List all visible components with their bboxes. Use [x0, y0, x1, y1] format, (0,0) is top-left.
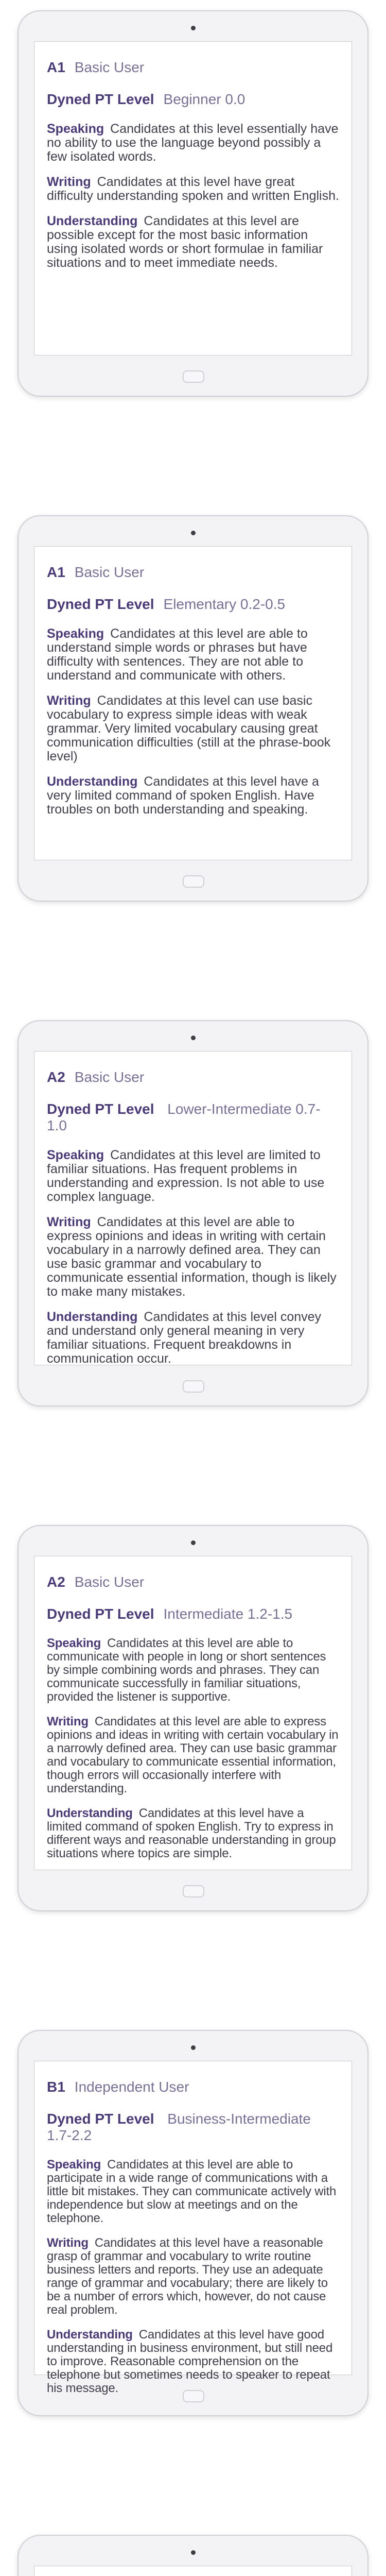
speaking-text: Candidates at this level are able to participate in a wide range of communications with a little bit mistakes. They can communicate actively with independence but slow at meetings and on the telephone. [47, 2158, 337, 2225]
level-code: A2 [47, 1574, 65, 1590]
level-code: A1 [47, 59, 65, 75]
understanding-label: Understanding [47, 1310, 138, 1324]
speaking-paragraph [47, 1148, 339, 1204]
understanding-paragraph [47, 1310, 339, 1366]
card-screen [34, 2566, 352, 2576]
writing-text: Candidates at this level have great difficulty understanding spoken and written English. [47, 175, 339, 203]
level-header [47, 59, 339, 76]
camera-dot-icon [191, 26, 196, 30]
speaking-text: Candidates at this level are limited to familiar situations. Has frequent problems in understanding and expression. Is not able to use complex language. [47, 1148, 325, 1204]
level-code: B1 [47, 2079, 65, 2095]
understanding-text: Candidates at this level have a limited command of spoken English. Try to express in different ways and reasonable understanding in group situations where topics are simple. [47, 1806, 336, 1860]
level-card [17, 2535, 369, 2576]
camera-dot-icon [191, 2550, 196, 2555]
understanding-label: Understanding [47, 2328, 133, 2342]
understanding-text: Candidates at this level convey and understand only general meaning in very familiar situations. Frequent breakdowns in communication occur. [47, 1310, 322, 1366]
pt-level-value: Intermediate 1.2-1.5 [163, 1606, 293, 1622]
level-card [17, 2030, 369, 2416]
level-card [17, 1525, 369, 1911]
understanding-paragraph [47, 1807, 339, 1860]
level-name: Basic User [74, 59, 145, 75]
understanding-paragraph [47, 214, 339, 270]
speaking-paragraph [47, 2158, 339, 2225]
camera-dot-icon [191, 1540, 196, 1545]
pt-level-value: Beginner 0.0 [163, 91, 245, 107]
level-name: Basic User [74, 1069, 145, 1085]
speaking-paragraph [47, 627, 339, 683]
pt-level-row [47, 2111, 339, 2144]
card-screen [34, 1051, 352, 1365]
pt-level-row [47, 1606, 339, 1622]
speaking-label: Speaking [47, 2158, 101, 2172]
writing-paragraph [47, 694, 339, 764]
writing-paragraph [47, 1715, 339, 1795]
level-header [47, 564, 339, 581]
writing-text: Candidates at this level are able to express opinions and ideas in writing with certain vocabulary in a narrowly defined area. They can use basic grammar and vocabulary to communicate essential information, though is likely to make many mistakes. [47, 1215, 337, 1299]
writing-paragraph [47, 1215, 339, 1299]
level-name: Independent User [74, 2079, 189, 2095]
level-card [17, 1020, 369, 1406]
home-button[interactable] [183, 1380, 204, 1393]
level-card [17, 10, 369, 397]
camera-dot-icon [191, 531, 196, 535]
home-button[interactable] [183, 2390, 204, 2402]
pt-level-row [47, 596, 339, 613]
pt-level-label: Dyned PT Level [47, 596, 154, 612]
pt-level-label: Dyned PT Level [47, 2111, 154, 2127]
speaking-paragraph [47, 1637, 339, 1704]
writing-label: Writing [47, 1215, 91, 1229]
home-button[interactable] [183, 370, 204, 383]
speaking-label: Speaking [47, 1148, 104, 1162]
speaking-text: Candidates at this level essentially have no ability to use the language beyond possibly a few isolated words. [47, 122, 339, 164]
speaking-text: Candidates at this level are able to communicate with people in long or short sentences by simple combining words and phrases. They can communicate successfully in familiar situations, provided the listener is supportive. [47, 1636, 326, 1704]
pt-level-label: Dyned PT Level [47, 1101, 154, 1117]
writing-text: Candidates at this level have a reasonable grasp of grammar and vocabulary to write routine business letters and reports. They use an adequate range of grammar and vocabulary; there are likely to be a number of errors which, however, do not cause real problem. [47, 2236, 328, 2317]
understanding-label: Understanding [47, 774, 138, 789]
card-screen [34, 41, 352, 355]
pt-level-value: Elementary 0.2-0.5 [163, 596, 286, 612]
camera-dot-icon [191, 1036, 196, 1040]
understanding-label: Understanding [47, 1806, 133, 1820]
card-screen [34, 2061, 352, 2395]
level-name: Basic User [74, 1574, 145, 1590]
home-button[interactable] [183, 875, 204, 888]
speaking-label: Speaking [47, 626, 104, 641]
writing-paragraph [47, 2236, 339, 2317]
speaking-label: Speaking [47, 122, 104, 136]
level-header [47, 1574, 339, 1590]
card-screen [34, 1556, 352, 1870]
speaking-paragraph [47, 122, 339, 164]
writing-text: Candidates at this level are able to express opinions and ideas in writing with certain vocabulary in a narrowly defined area. They can use basic grammar and vocabulary to communicate essential information, though errors will occasionally interfere with understanding. [47, 1715, 339, 1795]
understanding-label: Understanding [47, 214, 138, 228]
writing-label: Writing [47, 1715, 89, 1728]
writing-label: Writing [47, 693, 91, 708]
speaking-label: Speaking [47, 1636, 101, 1650]
understanding-text: Candidates at this level are possible except for the most basic information using isolated words or short formulae in familiar situations and to meet immediate needs. [47, 214, 323, 270]
card-screen [34, 546, 352, 860]
pt-level-label: Dyned PT Level [47, 1606, 154, 1622]
camera-dot-icon [191, 2045, 196, 2050]
pt-level-row [47, 91, 339, 108]
understanding-paragraph [47, 775, 339, 817]
pt-level-value: Business-Intermediate 1.7-2.2 [47, 2111, 311, 2143]
level-name: Basic User [74, 564, 145, 580]
level-code: A2 [47, 1069, 65, 1085]
understanding-text: Candidates at this level have good understanding in business environment, but still need to improve. Reasonable comprehension on the telephone but sometimes needs to speaker to repeat his message. [47, 2328, 333, 2395]
level-header [47, 2079, 339, 2095]
understanding-paragraph [47, 2328, 339, 2395]
level-header [47, 1069, 339, 1086]
home-button[interactable] [183, 1885, 204, 1897]
writing-text: Candidates at this level can use basic vocabulary to express simple ideas with weak grammar. Very limited vocabulary causing great communication difficulties (still at the phrase-book level) [47, 693, 331, 764]
writing-label: Writing [47, 2236, 89, 2250]
pt-level-row [47, 1101, 339, 1134]
level-card [17, 515, 369, 902]
pt-level-label: Dyned PT Level [47, 91, 154, 107]
level-code: A1 [47, 564, 65, 580]
writing-label: Writing [47, 175, 91, 189]
pt-level-value: Lower-Intermediate 0.7-1.0 [47, 1101, 321, 1133]
writing-paragraph [47, 175, 339, 203]
speaking-text: Candidates at this level are able to understand simple words or phrases but have difficulty with sentences. They are not able to understand and communicate with others. [47, 626, 308, 683]
understanding-text: Candidates at this level have a very limited command of spoken English. Have troubles on both understanding and speaking. [47, 774, 319, 817]
